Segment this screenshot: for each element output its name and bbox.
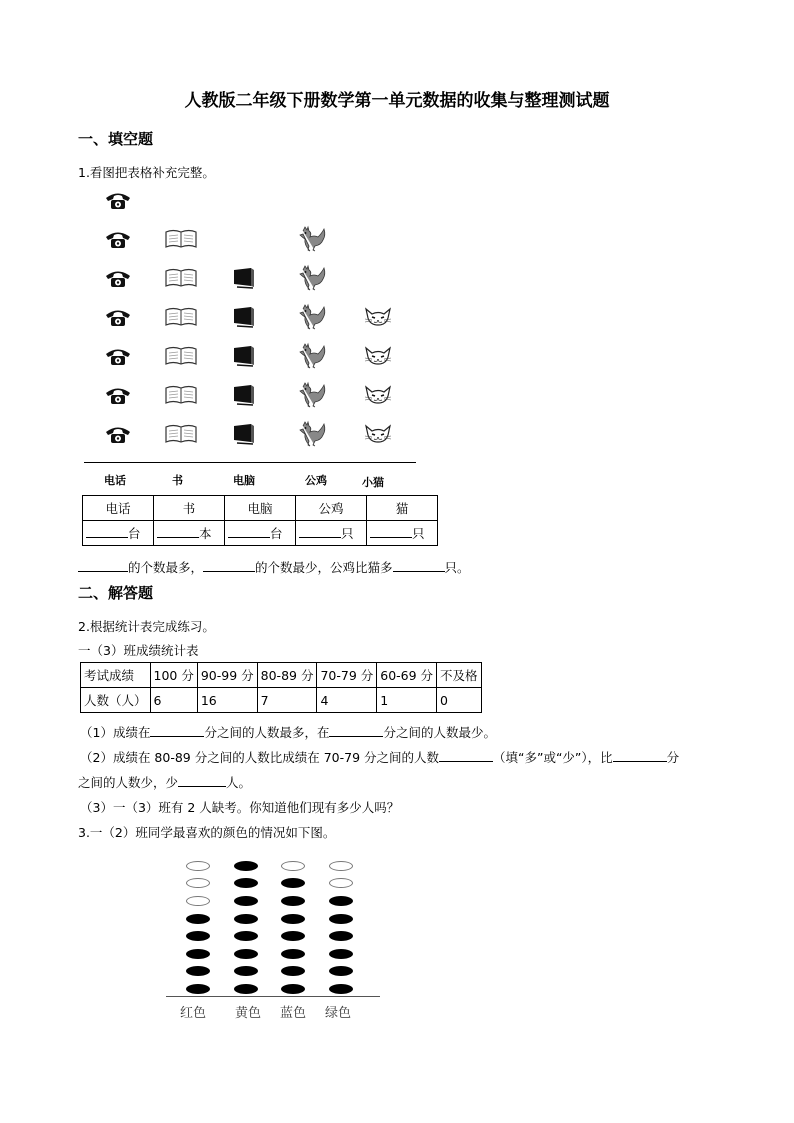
- pictograph-axis: [84, 462, 416, 463]
- answer-blank[interactable]: [203, 559, 255, 572]
- table-cell: 16: [197, 688, 257, 713]
- pictograph-label-telephone: 电话: [104, 474, 126, 487]
- sentence-text: （填“多”或“少”），比: [493, 750, 613, 765]
- filled-dot: [281, 878, 305, 888]
- filled-dot: [234, 949, 258, 959]
- q1-sentence: [78, 558, 470, 576]
- q2-score-table: [80, 662, 482, 713]
- answer-blank[interactable]: [393, 559, 445, 572]
- sentence-text: 的个数最少，公鸡比猫多: [255, 560, 393, 575]
- filled-dot: [329, 931, 353, 941]
- q2-sub1: [80, 723, 496, 741]
- unit-label: 只: [341, 526, 354, 541]
- table-header-cell: 电话: [83, 496, 154, 521]
- book-icon: [163, 264, 199, 292]
- filled-dot: [329, 984, 353, 994]
- cat-icon: [360, 420, 396, 448]
- filled-dot: [234, 861, 258, 871]
- filled-dot: [234, 878, 258, 888]
- answer-cell[interactable]: [225, 521, 296, 546]
- answer-blank[interactable]: [613, 749, 667, 762]
- answer-blank[interactable]: [150, 724, 204, 737]
- unit-label: 台: [128, 526, 141, 541]
- table-header-cell: 60-69 分: [377, 663, 437, 688]
- computer-icon: [226, 381, 262, 409]
- computer-icon: [226, 420, 262, 448]
- table-cell: 0: [437, 688, 482, 713]
- sentence-text: 分之间的人数最少。: [383, 725, 496, 740]
- table-header-cell: 猫: [367, 496, 438, 521]
- q1-fill-table: [82, 495, 438, 546]
- section-heading-answer: 二、解答题: [78, 584, 154, 602]
- sentence-text: 之间的人数少，少: [78, 775, 179, 790]
- answer-cell[interactable]: [83, 521, 154, 546]
- q2-sub3: （3）一（3）班有 2 人缺考。你知道他们现有多少人吗？: [80, 800, 400, 815]
- book-icon: [163, 381, 199, 409]
- book-icon: [163, 420, 199, 448]
- empty-dot: [281, 861, 305, 871]
- unit-label: 本: [199, 526, 212, 541]
- table-header-cell: 70-79 分: [317, 663, 377, 688]
- table-header-cell: 考试成绩: [81, 663, 151, 688]
- empty-dot: [186, 861, 210, 871]
- answer-blank[interactable]: [78, 559, 128, 572]
- book-icon: [163, 342, 199, 370]
- filled-dot: [186, 966, 210, 976]
- pictograph-label-computer: 电脑: [233, 474, 255, 487]
- cat-icon: [360, 342, 396, 370]
- table-cell: 6: [150, 688, 197, 713]
- table-header-cell: 不及格: [437, 663, 482, 688]
- color-label-yellow: 黄色: [235, 1006, 262, 1021]
- telephone-icon: [100, 264, 136, 292]
- color-label-blue: 蓝色: [280, 1006, 307, 1021]
- computer-icon: [226, 264, 262, 292]
- rooster-icon: [293, 342, 329, 370]
- telephone-icon: [100, 420, 136, 448]
- unit-label: 只: [412, 526, 425, 541]
- filled-dot: [329, 949, 353, 959]
- sentence-text: 只。: [444, 560, 470, 575]
- table-header-cell: 电脑: [225, 496, 296, 521]
- pictograph-label-cat: 小猫: [362, 476, 384, 489]
- table-row: [83, 496, 438, 521]
- computer-icon: [226, 342, 262, 370]
- table-header-cell: 书: [154, 496, 225, 521]
- q2-sub2-line1: [80, 748, 679, 766]
- telephone-icon: [100, 381, 136, 409]
- table-row: [81, 688, 482, 713]
- computer-icon: [226, 303, 262, 331]
- filled-dot: [281, 984, 305, 994]
- rooster-icon: [293, 225, 329, 253]
- color-label-red: 红色: [180, 1006, 207, 1021]
- telephone-icon: [100, 225, 136, 253]
- q2-sub2-line2: [78, 773, 251, 791]
- filled-dot: [329, 966, 353, 976]
- empty-dot: [329, 878, 353, 888]
- filled-dot: [234, 896, 258, 906]
- question-2-prompt: 2.根据统计表完成练习。: [78, 619, 215, 634]
- telephone-icon: [100, 342, 136, 370]
- sentence-text: 分: [666, 750, 680, 765]
- table-header-cell: 公鸡: [296, 496, 367, 521]
- filled-dot: [329, 896, 353, 906]
- answer-blank[interactable]: [329, 724, 383, 737]
- pictograph-label-rooster: 公鸡: [305, 474, 327, 487]
- sentence-text: 人。: [226, 775, 252, 790]
- answer-blank[interactable]: [439, 749, 493, 762]
- color-chart-axis: [166, 996, 380, 997]
- book-icon: [163, 303, 199, 331]
- cat-icon: [360, 381, 396, 409]
- table-header-cell: 100 分: [150, 663, 197, 688]
- empty-dot: [329, 861, 353, 871]
- sentence-text: （2）成绩在 80-89 分之间的人数比成绩在 70-79 分之间的人数: [80, 750, 439, 765]
- unit-label: 台: [270, 526, 283, 541]
- empty-dot: [186, 878, 210, 888]
- question-3-prompt: 3.一（2）班同学最喜欢的颜色的情况如下图。: [78, 825, 336, 840]
- telephone-icon: [100, 303, 136, 331]
- answer-cell[interactable]: [296, 521, 367, 546]
- sentence-text: （1）成绩在: [80, 725, 151, 740]
- table-cell: 1: [377, 688, 437, 713]
- filled-dot: [186, 914, 210, 924]
- rooster-icon: [293, 264, 329, 292]
- filled-dot: [329, 914, 353, 924]
- table-row: [83, 521, 438, 546]
- table-header-cell: 80-89 分: [257, 663, 317, 688]
- pictograph-label-book: 书: [172, 474, 183, 487]
- filled-dot: [234, 966, 258, 976]
- table-row: [81, 663, 482, 688]
- question-1-prompt: 1.看图把表格补充完整。: [78, 165, 215, 180]
- empty-dot: [186, 896, 210, 906]
- table-cell: 7: [257, 688, 317, 713]
- filled-dot: [186, 949, 210, 959]
- table-cell: 4: [317, 688, 377, 713]
- document-title: 人教版二年级下册数学第一单元数据的收集与整理测试题: [184, 91, 610, 111]
- table-cell: 人数（人）: [81, 688, 151, 713]
- rooster-icon: [293, 420, 329, 448]
- section-heading-fill-blank: 一、填空题: [78, 130, 154, 148]
- filled-dot: [234, 914, 258, 924]
- answer-cell[interactable]: [154, 521, 225, 546]
- filled-dot: [234, 931, 258, 941]
- filled-dot: [281, 966, 305, 976]
- sentence-text: 分之间的人数最多，在: [204, 725, 330, 740]
- filled-dot: [186, 931, 210, 941]
- answer-cell[interactable]: [367, 521, 438, 546]
- filled-dot: [281, 931, 305, 941]
- book-icon: [163, 225, 199, 253]
- telephone-icon: [100, 186, 136, 214]
- rooster-icon: [293, 303, 329, 331]
- table-header-cell: 90-99 分: [197, 663, 257, 688]
- filled-dot: [281, 949, 305, 959]
- filled-dot: [186, 984, 210, 994]
- filled-dot: [281, 896, 305, 906]
- cat-icon: [360, 303, 396, 331]
- q2-table-title: 一（3）班成绩统计表: [78, 643, 199, 658]
- sentence-text: 的个数最多，: [128, 560, 204, 575]
- rooster-icon: [293, 381, 329, 409]
- filled-dot: [234, 984, 258, 994]
- filled-dot: [281, 914, 305, 924]
- answer-blank[interactable]: [178, 774, 226, 787]
- color-label-green: 绿色: [325, 1006, 352, 1021]
